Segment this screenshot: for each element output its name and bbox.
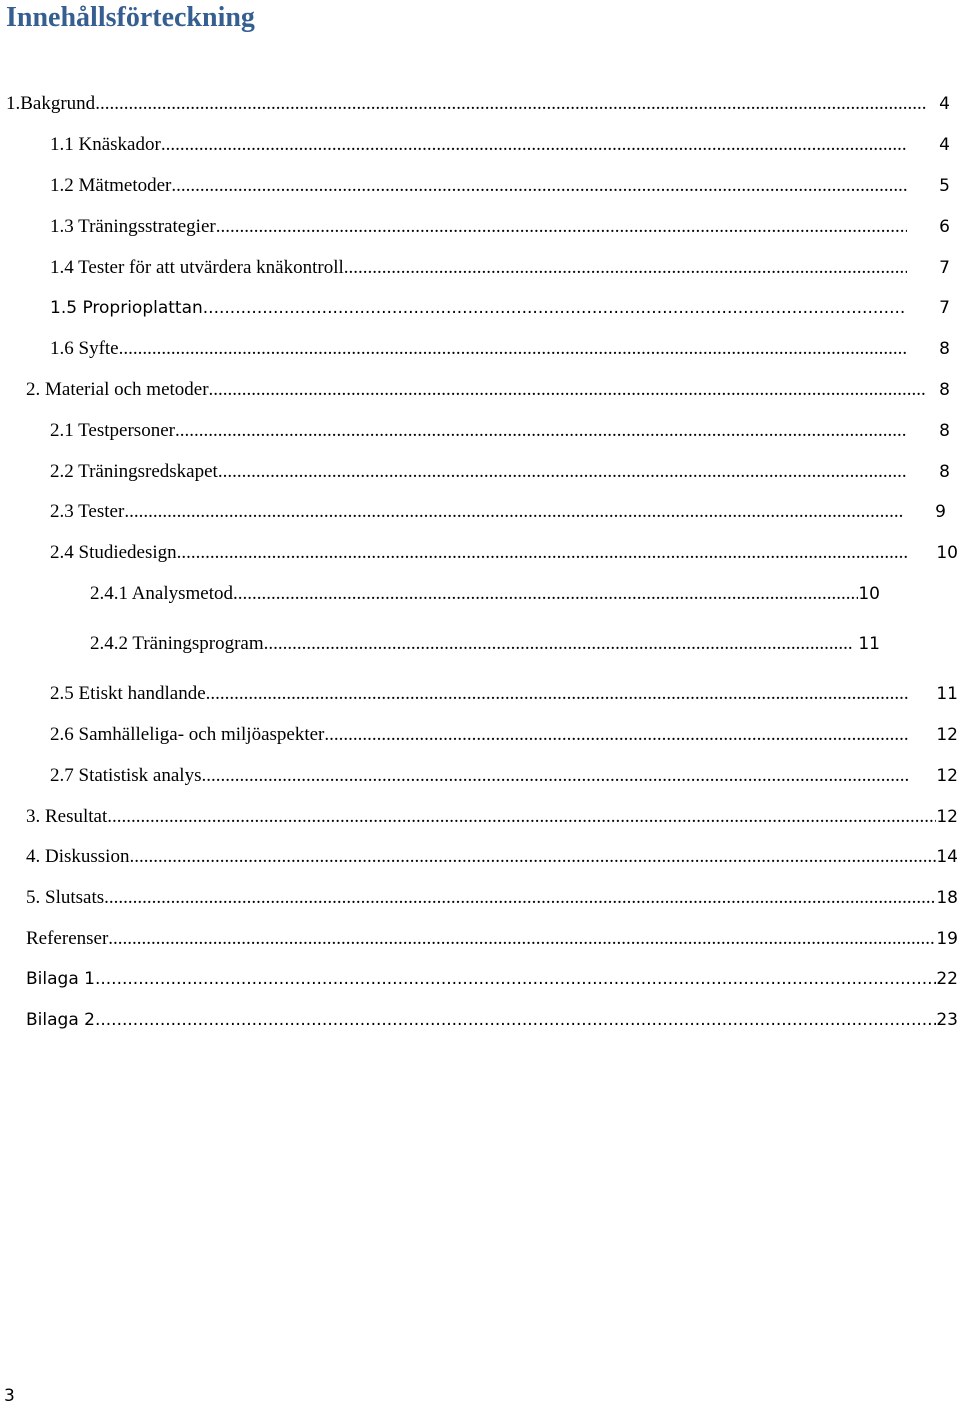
toc-entry-page: 18 [936, 888, 958, 908]
toc-leader-dots [175, 419, 907, 443]
toc-entry-label: 2.4 Studiedesign [50, 542, 177, 563]
toc-entry-testpersoner[interactable] [50, 419, 950, 443]
toc-entry-syfte[interactable] [50, 337, 950, 361]
toc-entry-bakgrund[interactable] [6, 92, 950, 116]
toc-entry-page: 12 [936, 725, 958, 745]
toc-entry-analysmetod[interactable] [90, 582, 880, 606]
toc-entry-page: 7 [939, 298, 950, 318]
toc-entry-label: 1.6 Syfte [50, 338, 119, 359]
toc-entry-label: 2.3 Tester [50, 501, 125, 522]
toc-entry-traningsredskapet[interactable] [50, 460, 950, 484]
toc-leader-dots [324, 723, 908, 747]
toc-heading: Innehållsförteckning [6, 2, 255, 33]
toc-entry-label: 1.Bakgrund [6, 93, 96, 114]
toc-entry-label: 1.2 Mätmetoder [50, 175, 172, 196]
toc-entry-label: Bilaga 1 [26, 969, 95, 989]
toc-leader-dots [129, 845, 936, 869]
toc-leader-dots [95, 1008, 936, 1032]
toc-entry-label: 1.4 Tester för att utvärdera knäkontroll [50, 257, 344, 278]
toc-entry-page: 23 [936, 1010, 958, 1030]
toc-entry-resultat[interactable] [26, 805, 958, 829]
toc-leader-dots [206, 682, 909, 706]
toc-entry-page: 19 [936, 929, 958, 949]
toc-entry-referenser[interactable] [26, 927, 958, 951]
toc-leader-dots [108, 927, 936, 951]
toc-entry-bilaga-1[interactable] [26, 967, 958, 991]
toc-entry-page: 5 [939, 176, 950, 196]
toc-entry-page: 14 [936, 847, 958, 867]
toc-entry-page: 8 [939, 380, 950, 400]
toc-entry-tester[interactable] [50, 500, 946, 524]
toc-entry-slutsats[interactable] [26, 886, 958, 910]
toc-entry-page: 6 [939, 217, 950, 237]
toc-entry-label: 4. Diskussion [26, 846, 130, 867]
toc-entry-label: 5. Slutsats [26, 887, 105, 908]
toc-entry-etiskt-handlande[interactable] [50, 682, 958, 706]
toc-entry-label: 1.3 Träningsstrategier [50, 216, 216, 237]
toc-entry-page: 8 [939, 421, 950, 441]
toc-leader-dots [216, 215, 907, 239]
toc-entry-page: 12 [936, 766, 958, 786]
toc-entry-page: 9 [935, 502, 946, 522]
toc-leader-dots [344, 256, 907, 280]
toc-leader-dots [203, 296, 907, 320]
toc-leader-dots [171, 174, 907, 198]
toc-entry-statistisk-analys[interactable] [50, 764, 958, 788]
toc-entry-page: 8 [939, 462, 950, 482]
toc-leader-dots [95, 967, 936, 991]
toc-entry-label: 2.7 Statistisk analys [50, 765, 202, 786]
toc-entry-samhalleliga[interactable] [50, 723, 958, 747]
toc-entry-page: 7 [939, 258, 950, 278]
toc-entry-page: 22 [936, 969, 958, 989]
toc-entry-page: 10 [936, 543, 958, 563]
toc-leader-dots [161, 133, 907, 157]
toc-entry-page: 11 [858, 634, 880, 654]
toc-entry-label: 2.6 Samhälleliga- och miljöaspekter [50, 724, 325, 745]
toc-leader-dots [264, 632, 853, 656]
toc-entry-page: 4 [939, 135, 950, 155]
toc-entry-label: 2.1 Testpersoner [50, 420, 175, 441]
toc-entry-page: 12 [936, 807, 958, 827]
toc-entry-traningsprogram[interactable] [90, 632, 880, 656]
toc-entry-label: 1.5 Proprioplattan [50, 298, 203, 318]
page-number: 3 [4, 1386, 15, 1406]
toc-leader-dots [177, 541, 909, 565]
toc-leader-dots [233, 582, 858, 606]
toc-leader-dots [104, 886, 936, 910]
toc-leader-dots [124, 500, 903, 524]
toc-entry-tester-knakontroll[interactable] [50, 256, 950, 280]
toc-entry-traningsstrategier[interactable] [50, 215, 950, 239]
toc-entry-label: 1.1 Knäskador [50, 134, 161, 155]
toc-entry-page: 11 [936, 684, 958, 704]
toc-entry-label: 2.4.1 Analysmetod [90, 583, 234, 604]
toc-entry-page: 8 [939, 339, 950, 359]
toc-entry-matmetoder[interactable] [50, 174, 950, 198]
toc-leader-dots [95, 92, 927, 116]
toc-leader-dots [209, 378, 928, 402]
toc-entry-label: Referenser [26, 928, 109, 949]
toc-entry-knaskador[interactable] [50, 133, 950, 157]
toc-leader-dots [218, 460, 907, 484]
toc-entry-page: 10 [858, 584, 880, 604]
toc-entry-bilaga-2[interactable] [26, 1008, 958, 1032]
toc-entry-label: 2. Material och metoder [26, 379, 209, 400]
toc-entry-label: 2.4.2 Träningsprogram [90, 633, 264, 654]
toc-entry-material-och-metoder[interactable] [26, 378, 950, 402]
toc-leader-dots [107, 805, 936, 829]
toc-entry-studiedesign[interactable] [50, 541, 958, 565]
toc-entry-label: 2.2 Träningsredskapet [50, 461, 218, 482]
toc-entry-proprioplattan[interactable] [50, 296, 950, 320]
toc-leader-dots [201, 764, 908, 788]
toc-entry-diskussion[interactable] [26, 845, 958, 869]
toc-entry-page: 4 [939, 94, 950, 114]
toc-entry-label: 2.5 Etiskt handlande [50, 683, 206, 704]
toc-leader-dots [119, 337, 908, 361]
toc-entry-label: 3. Resultat [26, 806, 108, 827]
toc-entry-label: Bilaga 2 [26, 1010, 95, 1030]
